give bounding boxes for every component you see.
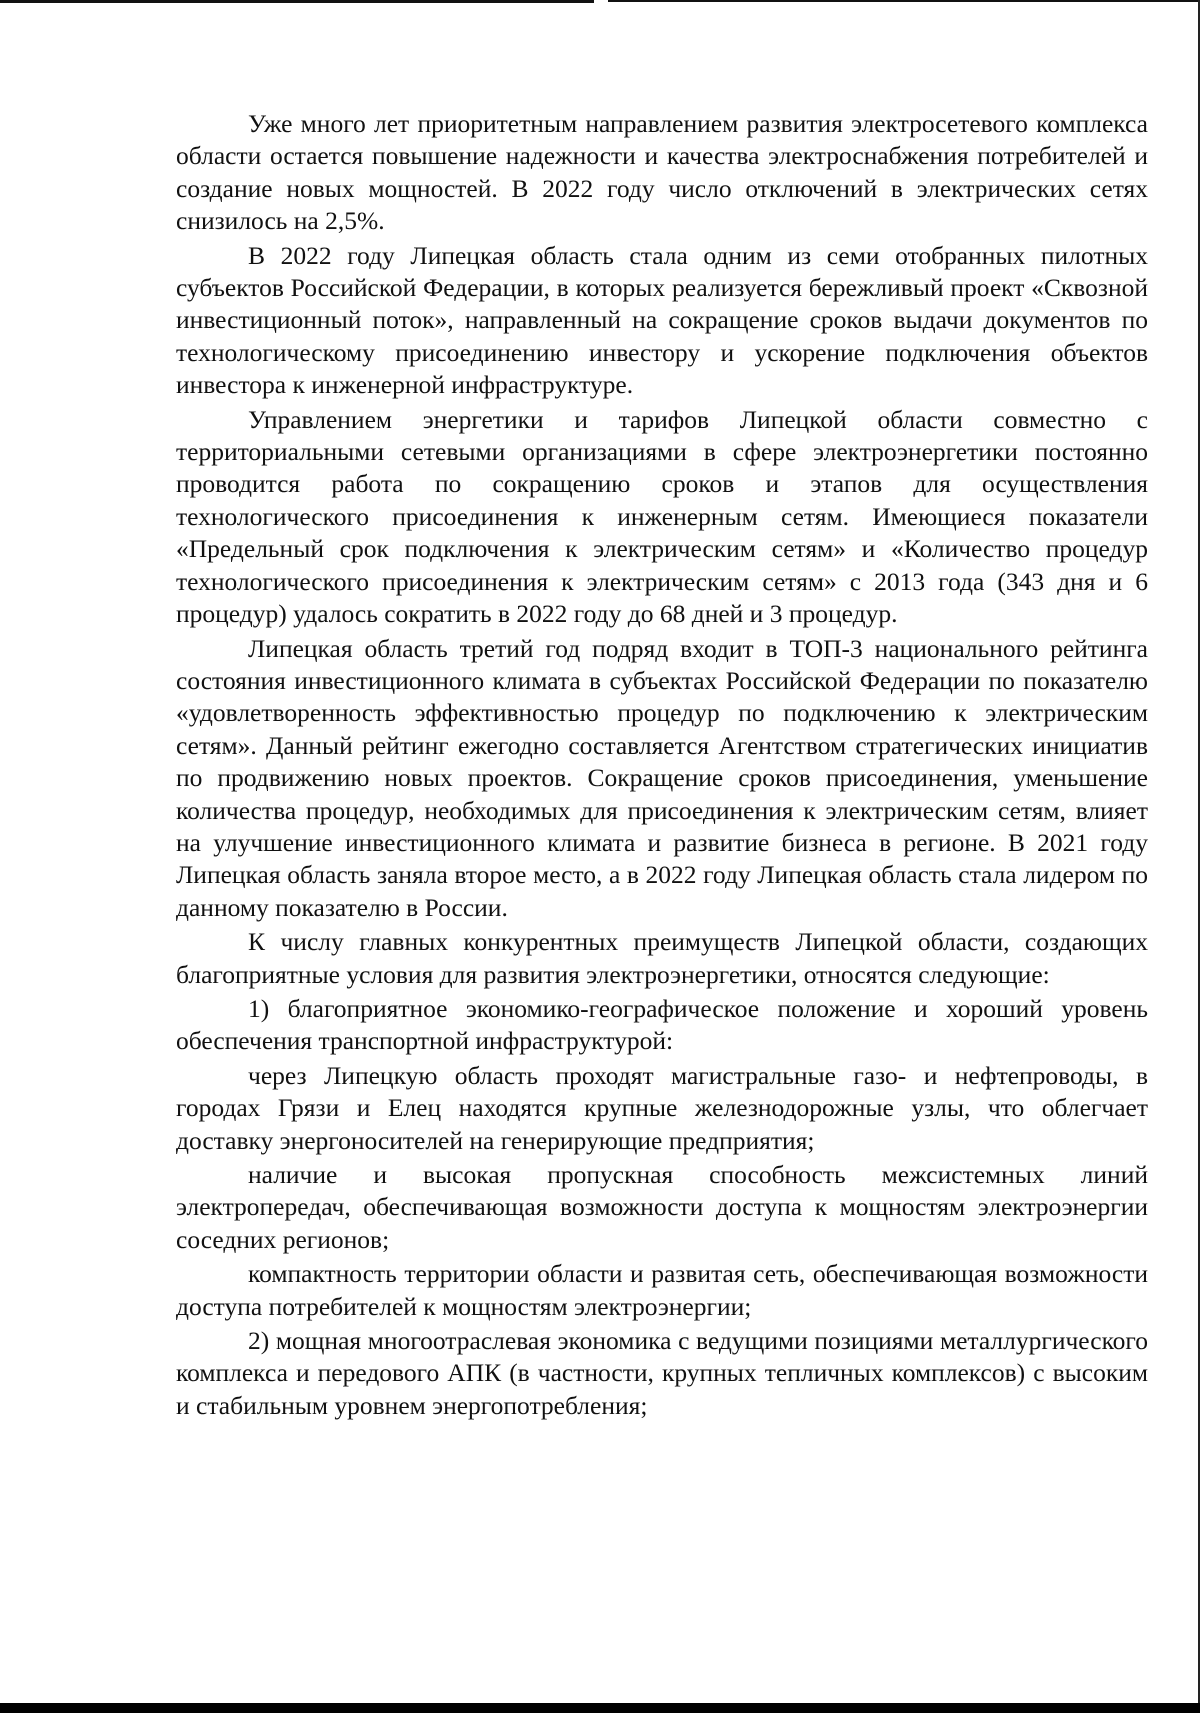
document-body	[176, 108, 1148, 1424]
list-item-1-compactness: компактность территории области и развитая сеть, обеспечивающая возможности доступа потребителей к мощностям электроэнергии;	[176, 1259, 1148, 1321]
scan-edge-bottom	[0, 1703, 1200, 1713]
paragraph-connection-terms: Управлением энергетики и тарифов Липецкой области совместно с территориальными сетевыми организациями в сфере электроэнергетики постоянно проводится работа по сокращению сроков и этапов для осуществления технологического присоединения к инженерным сетям. Имеющиеся показатели «Предельный срок подключения к электрическим сетям» и «Количество процедур технологического присоединения к электрическим сетям» с 2013 года (343 дня и 6 процедур) удалось сократить в 2022 году до 68 дней и 3 процедур.	[176, 404, 1148, 629]
list-item-1: 1) благоприятное экономико-географическое положение и хороший уровень обеспечения транспортной инфраструктурой:	[176, 993, 1148, 1056]
paragraph-advantages-intro: К числу главных конкурентных преимуществ Липецкой области, создающих благоприятные условия для развития электроэнергетики, относятся следующие:	[176, 927, 1148, 989]
list-item-2: 2) мощная многоотраслевая экономика с ведущими позициями металлургического комплекса и передового АПК (в частности, крупных тепличных комплексов) с высоким и стабильным уровнем энергопотребления;	[176, 1326, 1148, 1420]
list-item-1-pipelines: через Липецкую область проходят магистральные газо- и нефтепроводы, в городах Грязи и Елец находятся крупные железнодорожные узлы, что облегчает доставку энергоносителей на генерирующие предприятия;	[176, 1060, 1148, 1155]
paragraph-investment-rating: Липецкая область третий год подряд входит в ТОП-3 национального рейтинга состояния инвестиционного климата в субъектах Российской Федерации по показателю «удовлетворенность эффективностью процедур по подключению к электрическим сетям». Данный рейтинг ежегодно составляется Агентством стратегических инициатив по продвижению новых проектов. Сокращение сроков присоединения, уменьшение количества процедур, необходимых для присоединения к электрическим сетям, влияет на улучшение инвестиционного климата и развитие бизнеса в регионе. В 2021 году Липецкая область заняла второе место, а в 2022 году Липецкая область стала лидером по данному показателю в России.	[176, 633, 1148, 922]
paragraph-pilot-project: В 2022 году Липецкая область стала одним из семи отобранных пилотных субъектов Российской Федерации, в которых реализуется бережливый проект «Сквозной инвестиционный поток», направленный на сокращение сроков выдачи документов по технологическому присоединению инвестору и ускорение подключения объектов инвестора к инженерной инфраструктуре.	[176, 240, 1148, 400]
scan-edge-top-right	[608, 0, 1200, 2]
paragraph-reliability: Уже много лет приоритетным направлением развития электросетевого комплекса области остается повышение надежности и качества электроснабжения потребителей и создание новых мощностей. В 2022 году число отключений в электрических сетях снизилось на 2,5%.	[176, 109, 1148, 236]
scan-edge-top-left	[0, 0, 594, 3]
list-item-1-power-lines: наличие и высокая пропускная способность межсистемных линий электропередач, обеспечивающая возможности доступа к мощностям электроэнергии соседних регионов;	[176, 1160, 1148, 1254]
